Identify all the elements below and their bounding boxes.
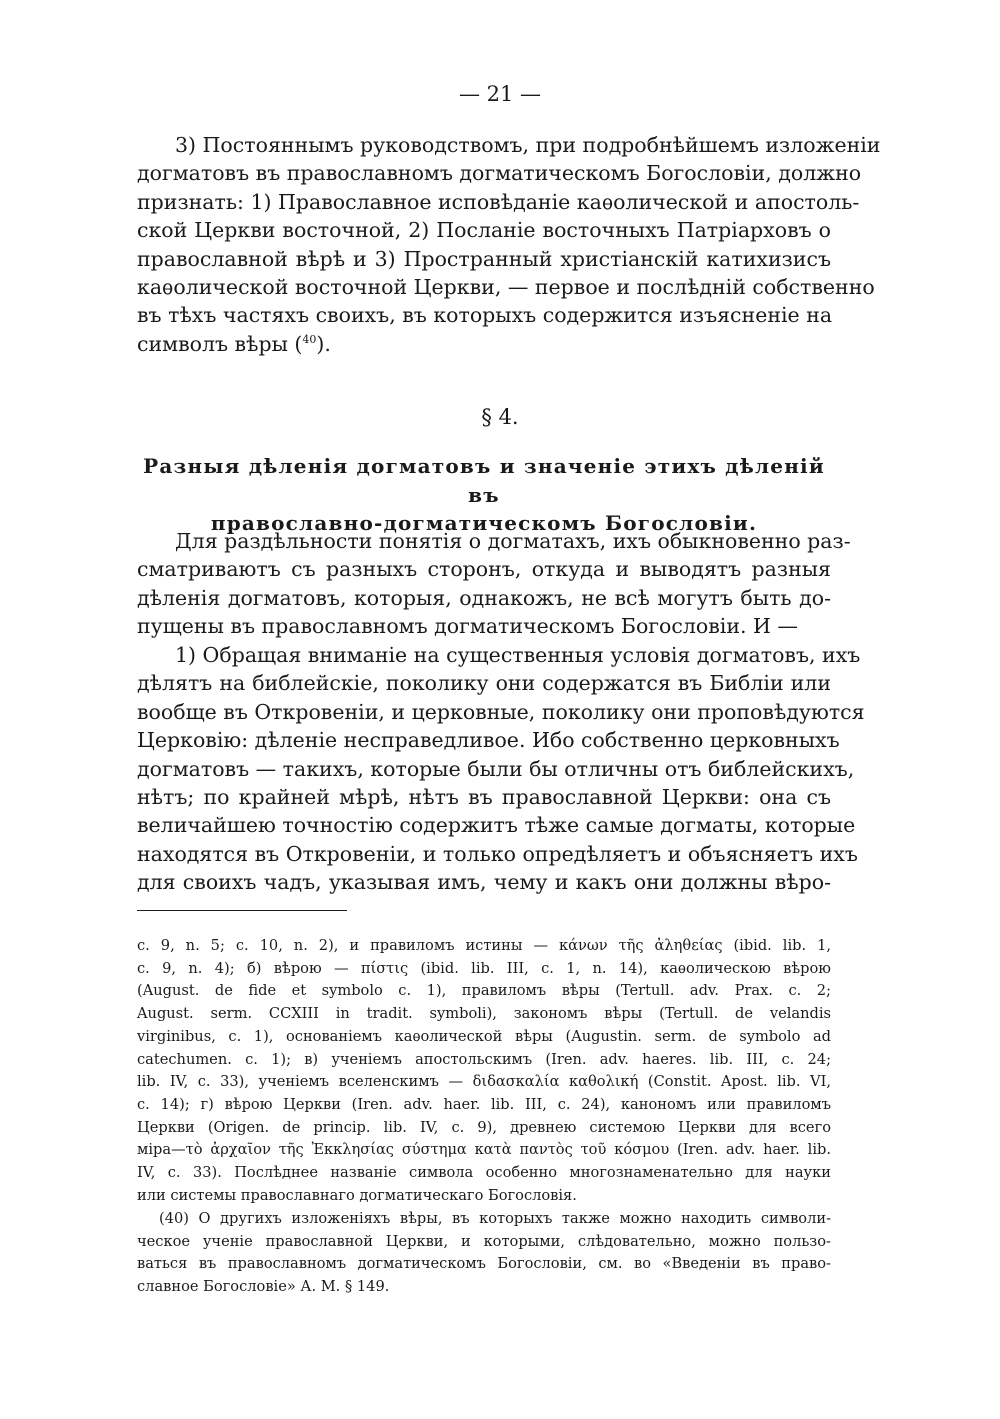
footnote-line: ваться въ православномъ догматическомъ Богословіи, см. во «Введеніи въ право- bbox=[137, 1255, 831, 1273]
footnote-line: ческое ученіе православной Церкви, и которыми, слѣдовательно, можно пользо- bbox=[137, 1232, 831, 1250]
text-line: православной вѣрѣ и 3) Пространный христіанскій катихизисъ bbox=[137, 246, 831, 271]
section-heading bbox=[137, 452, 831, 538]
text-line: Церковію: дѣленіе несправедливое. Ибо собственно церковныхъ bbox=[137, 728, 840, 753]
footnote-line: c. 14); г) вѣрою Церкви (Iren. adv. haer. lib. III, c. 24), канономъ или правиломъ bbox=[137, 1095, 831, 1113]
footnote-divider bbox=[137, 910, 347, 911]
paragraph-guidance bbox=[137, 131, 881, 358]
footnote-line: (August. de fide et symbolo c. 1), правиломъ вѣры (Tertull. adv. Prax. c. 2; bbox=[137, 982, 831, 1000]
paragraph-division-1 bbox=[137, 641, 865, 897]
heading-line: православно-догматическомъ Богословіи. bbox=[210, 511, 758, 535]
footnote-line: славное Богословіе» А. М. § 149. bbox=[137, 1278, 390, 1296]
text-line: каѳолической восточной Церкви, — первое и послѣдній собственно bbox=[137, 275, 875, 300]
text-line: догматовъ въ православномъ догматическомъ Богословіи, должно bbox=[137, 161, 862, 186]
text-line: въ тѣхъ частяхъ своихъ, въ которыхъ содержится изъясненіе на bbox=[137, 303, 833, 328]
footnote-40 bbox=[137, 1208, 831, 1299]
text-line: Для раздѣльности понятія о догматахъ, ихъ обыкновенно раз- bbox=[175, 529, 851, 553]
text-line: 3) Постояннымъ руководствомъ, при подробнѣйшемъ изложеніи bbox=[175, 133, 881, 157]
text-line: для своихъ чадъ, указывая имъ, чему и какъ они должны вѣро- bbox=[137, 870, 831, 895]
footnote-line: (40) О другихъ изложеніяхъ вѣры, въ которыхъ также можно находить символи- bbox=[159, 1210, 831, 1227]
text-line-with-footnote-ref bbox=[137, 330, 831, 358]
footnote-line: catechumen. c. 1); в) ученіемъ апостольскимъ (Iren. adv. haeres. lib. III, c. 24; bbox=[137, 1050, 831, 1068]
page-number: — 21 — bbox=[458, 82, 542, 106]
footnote-line: August. serm. CCXIII in tradit. symboli), закономъ вѣры (Tertull. de velandis bbox=[137, 1005, 831, 1023]
footnote-line: c. 9, n. 4); б) вѣрою — πίστις (ibid. lib. III, c. 1, n. 14), каѳолическою вѣрою bbox=[137, 959, 831, 977]
text-line: догматовъ — такихъ, которые были бы отличны отъ библейскихъ, bbox=[137, 756, 855, 781]
heading-line: Разныя дѣленія догматовъ и значеніе этихъ дѣленій въ bbox=[143, 454, 825, 507]
text-line: пущены въ православномъ догматическомъ Богословіи. И — bbox=[137, 614, 798, 639]
text-line: сматриваютъ съ разныхъ сторонъ, откуда и выводятъ разныя bbox=[137, 557, 831, 582]
text-line: вообще въ Откровеніи, и церковные, поколику они проповѣдуются bbox=[137, 699, 865, 724]
footnote-line: Церкви (Origen. de princip. lib. IV, c. 9), древнею системою Церкви для всего bbox=[137, 1118, 831, 1136]
paragraph-intro bbox=[137, 527, 851, 641]
footnote-continued bbox=[137, 935, 831, 1207]
text-fragment: символъ вѣры ( bbox=[137, 331, 303, 356]
text-line: дѣлятъ на библейскіе, поколику они содержатся въ Библіи или bbox=[137, 671, 831, 696]
text-line: находятся въ Откровеніи, и только опредѣляетъ и объясняетъ ихъ bbox=[137, 841, 858, 866]
text-line: дѣленія догматовъ, которыя, однакожъ, не всѣ могутъ быть до- bbox=[137, 585, 831, 610]
text-line: 1) Обращая вниманіе на существенныя условія догматовъ, ихъ bbox=[175, 643, 861, 667]
text-line: признать: 1) Православное исповѣданіе каѳолической и апостоль- bbox=[137, 189, 860, 214]
footnote-line: lib. IV, c. 33), ученіемъ вселенскимъ — διδασκαλία καθολική (Constit. Apost. lib. VI, bbox=[137, 1073, 831, 1091]
section-sign: § 4. bbox=[481, 405, 519, 429]
text-line: нѣтъ; по крайней мѣрѣ, нѣтъ въ православной Церкви: она съ bbox=[137, 785, 831, 810]
footnote-ref[interactable]: 40 bbox=[302, 333, 317, 347]
text-line: величайшею точностію содержитъ тѣже самые догматы, которые bbox=[137, 813, 856, 838]
footnote-line: міра—τὸ ἀρχαῖον τῆς Ἐκκλησίας σύστημα κατὰ παντὸς τοῦ κόσμου (Iren. adv. haer. lib. bbox=[137, 1141, 831, 1159]
footnote-line: IV, c. 33). Послѣднее названіе символа особенно многознаменательно для науки bbox=[137, 1164, 831, 1182]
text-fragment: ). bbox=[316, 331, 331, 356]
footnote-line: или системы православнаго догматическаго Богословія. bbox=[137, 1186, 577, 1204]
footnote-line: virginibus, c. 1), основаніемъ каѳолической вѣры (Augustin. serm. de symbolo ad bbox=[137, 1027, 831, 1045]
text-line: ской Церкви восточной, 2) Посланіе восточныхъ Патріарховъ о bbox=[137, 218, 831, 243]
footnote-line: c. 9, n. 5; c. 10, n. 2), и правиломъ истины — κάνων τῆς ἀληθείας (ibid. lib. 1, bbox=[137, 937, 831, 954]
